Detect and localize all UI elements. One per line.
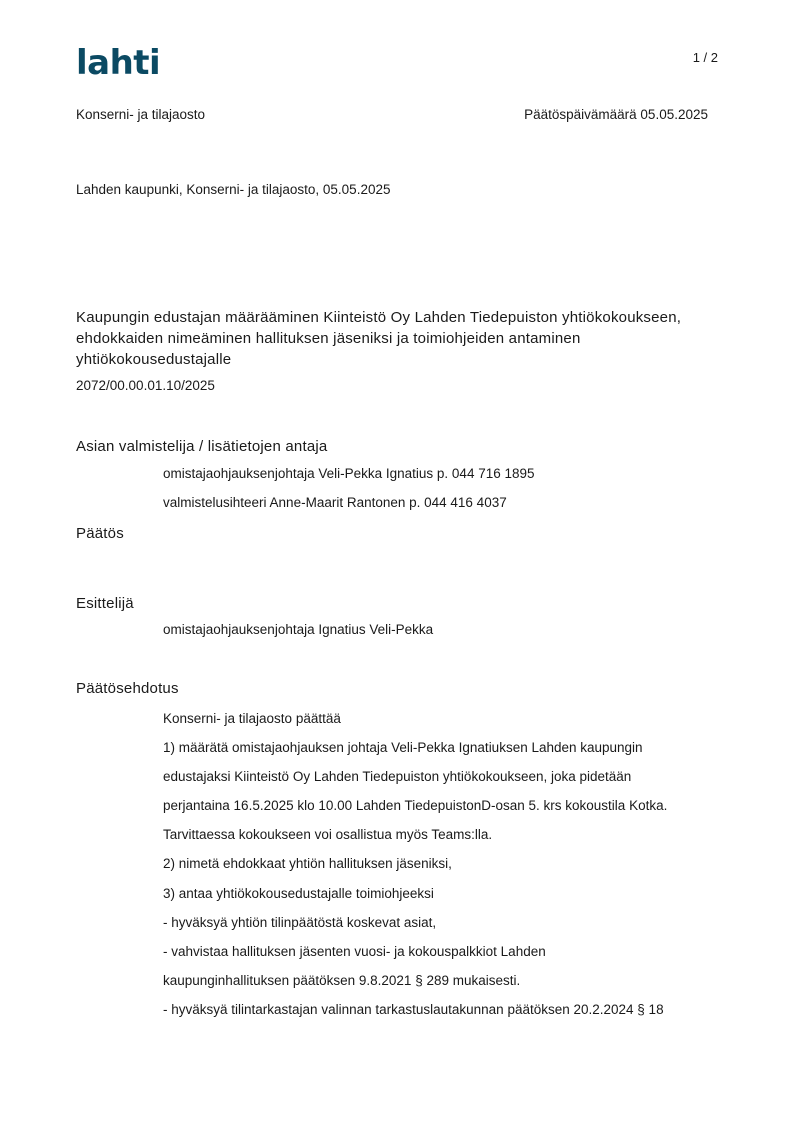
title-line: yhtiökokousedustajalle (76, 351, 232, 368)
proposal-line: perjantaina 16.5.2025 klo 10.00 Lahden TiedepuistonD-osan 5. krs kokoustila Kotka. (163, 798, 668, 814)
preparer-heading: Asian valmistelija / lisätietojen antaja (76, 438, 328, 455)
proposal-line: 1) määrätä omistajaohjauksen johtaja Veli-Pekka Ignatiuksen Lahden kaupungin (163, 740, 643, 756)
proposal-line: 3) antaa yhtiökokousedustajalle toimiohjeeksi (163, 885, 434, 901)
proposal-line: - vahvistaa hallituksen jäsenten vuosi- ja kokouspalkkiot Lahden (163, 943, 546, 959)
proposal-line: edustajaksi Kiinteistö Oy Lahden Tiedepuiston yhtiökokoukseen, joka pidetään (163, 769, 632, 785)
diary-number: 2072/00.00.01.10/2025 (76, 378, 215, 393)
proposal-line: kaupunginhallituksen päätöksen 9.8.2021 § 289 mukaisesti. (163, 972, 521, 988)
proposal-line: Tarvittaessa kokoukseen voi osallistua myös Teams:lla. (163, 827, 493, 843)
lahti-logo: lahti (76, 43, 161, 83)
document-subheader: Lahden kaupunki, Konserni- ja tilajaosto, 05.05.2025 (76, 182, 391, 197)
document-title (76, 307, 726, 370)
decision-date: Päätöspäivämäärä 05.05.2025 (524, 107, 708, 122)
proposal-line: Konserni- ja tilajaosto päättää (163, 711, 341, 726)
committee-name: Konserni- ja tilajaosto (76, 107, 206, 122)
proposal-line: - hyväksyä yhtiön tilinpäätöstä koskevat asiat, (163, 914, 437, 930)
proposal-line: - hyväksyä tilintarkastajan valinnan tarkastuslautakunnan päätöksen 20.2.2024 § 18 (163, 1001, 664, 1017)
title-line: ehdokkaiden nimeäminen hallituksen jäseniksi ja toimiohjeiden antaminen (76, 330, 581, 347)
presenter-name: omistajaohjauksenjohtaja Ignatius Veli-Pekka (163, 622, 434, 637)
decision-heading: Päätös (76, 525, 124, 542)
page-number: 1 / 2 (692, 50, 718, 65)
preparer-line: valmistelusihteeri Anne-Maarit Rantonen p. 044 416 4037 (163, 495, 507, 510)
preparer-line: omistajaohjauksenjohtaja Veli-Pekka Ignatius p. 044 716 1895 (163, 466, 535, 481)
presenter-heading: Esittelijä (76, 595, 134, 612)
proposal-body (163, 704, 753, 1024)
proposal-line: 2) nimetä ehdokkaat yhtiön hallituksen jäseniksi, (163, 856, 452, 872)
title-line: Kaupungin edustajan määrääminen Kiinteistö Oy Lahden Tiedepuiston yhtiökokoukseen, (76, 309, 682, 326)
proposal-heading: Päätösehdotus (76, 680, 179, 697)
